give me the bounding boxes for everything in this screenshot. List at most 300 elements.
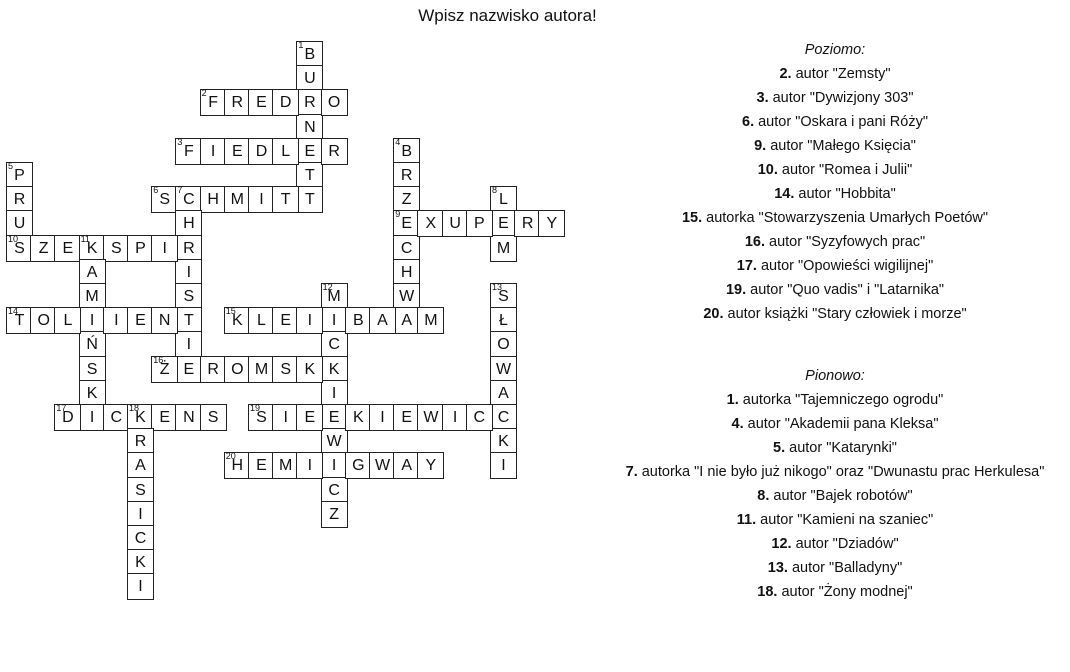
crossword-cell[interactable] xyxy=(175,138,202,165)
cell-letter: B xyxy=(352,312,364,330)
clue-item-text: autor "Dziadów" xyxy=(791,536,899,552)
clue-item xyxy=(600,412,1070,436)
crossword-cell[interactable] xyxy=(321,89,348,116)
cell-letter: G xyxy=(352,457,365,475)
clue-number: 5 xyxy=(8,161,14,171)
clue-item xyxy=(600,110,1070,134)
crossword-cell[interactable] xyxy=(296,138,323,165)
crossword-cell[interactable] xyxy=(272,186,299,213)
clue-item-number: 19. xyxy=(725,282,747,298)
clue-item-number: 6. xyxy=(742,114,755,130)
clue-item xyxy=(600,206,1070,230)
crossword-cell[interactable] xyxy=(248,452,275,479)
cell-letter: Z xyxy=(38,239,49,257)
crossword-cell[interactable] xyxy=(272,307,299,334)
cell-letter: I xyxy=(259,191,264,209)
cell-letter: Y xyxy=(546,215,558,233)
cell-letter: W xyxy=(399,288,415,305)
crossword-cell[interactable] xyxy=(538,210,565,237)
crossword-cell[interactable] xyxy=(490,235,517,262)
crossword-cell[interactable] xyxy=(296,162,323,189)
cell-letter: E xyxy=(183,360,195,378)
cell-letter: S xyxy=(498,288,509,305)
across-heading: Poziomo: xyxy=(804,42,866,58)
cell-letter: S xyxy=(183,288,195,305)
clue-item-text: autor "Balladyny" xyxy=(787,560,903,576)
crossword-cell[interactable] xyxy=(490,186,517,213)
cell-letter: K xyxy=(352,409,364,426)
crossword-cell[interactable] xyxy=(321,477,348,504)
clue-item-text: autor "Katarynki" xyxy=(785,440,897,456)
cell-letter: I xyxy=(89,409,95,426)
clue-item-number: 16. xyxy=(744,234,765,250)
crossword-cell[interactable] xyxy=(175,235,202,262)
crossword-cell[interactable] xyxy=(175,307,202,334)
crossword-cell[interactable] xyxy=(321,404,348,431)
clue-number: 6 xyxy=(153,185,159,196)
cell-letter: E xyxy=(135,312,146,330)
clue-number: 14 xyxy=(8,306,19,317)
crossword-cell[interactable] xyxy=(224,138,251,165)
clue-item xyxy=(600,86,1070,110)
cell-letter: A xyxy=(135,457,146,475)
clue-item-number: 15. xyxy=(681,210,703,226)
crossword-cell[interactable] xyxy=(442,404,469,431)
cell-letter: K xyxy=(86,239,98,257)
clue-number: 13 xyxy=(492,282,503,292)
cell-letter: U xyxy=(13,215,26,233)
cell-letter: M xyxy=(279,457,293,475)
cell-letter: F xyxy=(208,94,218,112)
down-heading: Pionowo: xyxy=(805,368,865,384)
crossword-cell[interactable] xyxy=(296,186,323,213)
crossword-cell[interactable] xyxy=(127,404,154,431)
cell-letter: C xyxy=(328,336,340,354)
cell-letter: S xyxy=(280,360,292,378)
cell-letter: M xyxy=(327,288,341,305)
crossword-cell[interactable] xyxy=(490,404,517,431)
cell-letter: D xyxy=(62,409,74,426)
cell-letter: K xyxy=(135,409,146,426)
cell-letter: D xyxy=(255,142,268,160)
crossword-cell[interactable] xyxy=(54,235,81,262)
cell-letter: I xyxy=(89,312,95,330)
cell-letter: I xyxy=(307,312,313,330)
cell-letter: I xyxy=(162,239,167,257)
crossword-cell[interactable] xyxy=(466,404,493,431)
cell-letter: Z xyxy=(329,505,339,523)
crossword-cell[interactable] xyxy=(103,404,130,431)
cell-letter: E xyxy=(256,457,267,475)
crossword-cell[interactable] xyxy=(369,307,396,334)
crossword-cell[interactable] xyxy=(127,501,154,528)
crossword-cell[interactable] xyxy=(490,428,517,455)
crossword-cell[interactable] xyxy=(321,452,348,479)
clue-item-number: 3. xyxy=(756,90,769,106)
clue-item-text: autor "Quo vadis" i "Latarnika" xyxy=(746,282,945,298)
crossword-cell[interactable] xyxy=(393,210,420,237)
crossword-cell[interactable] xyxy=(296,452,323,479)
cell-letter: E xyxy=(62,239,74,257)
clue-item-number: 7. xyxy=(625,464,638,480)
cell-letter: N xyxy=(304,118,316,136)
clue-item xyxy=(600,532,1070,556)
crossword-cell[interactable] xyxy=(127,235,154,262)
clue-number: 15 xyxy=(225,306,236,317)
cell-letter: I xyxy=(186,336,192,354)
crossword-cell[interactable] xyxy=(393,307,420,334)
crossword-cell[interactable] xyxy=(175,283,202,310)
crossword-cell[interactable] xyxy=(151,235,178,262)
cell-letter: I xyxy=(138,505,143,523)
cell-letter: I xyxy=(307,457,313,475)
clue-item xyxy=(600,302,1070,326)
cell-letter: H xyxy=(207,191,219,209)
cell-letter: K xyxy=(498,433,509,451)
crossword-cell[interactable] xyxy=(224,89,251,116)
crossword-cell[interactable] xyxy=(175,404,202,431)
cell-letter: Z xyxy=(401,191,412,209)
cell-letter: E xyxy=(256,94,267,112)
crossword-cell[interactable] xyxy=(393,259,420,286)
clues-panel xyxy=(600,38,1070,604)
cell-letter: C xyxy=(473,409,486,426)
cell-letter: M xyxy=(424,312,438,330)
crossword-cell[interactable] xyxy=(127,307,154,334)
clue-item-number: 18. xyxy=(757,584,778,600)
clue-item xyxy=(600,580,1070,604)
crossword-cell[interactable] xyxy=(248,404,275,431)
cell-letter: M xyxy=(85,288,99,305)
clue-number: 20 xyxy=(225,451,236,462)
crossword-cell[interactable] xyxy=(393,404,420,431)
crossword-cell[interactable] xyxy=(369,452,396,479)
cell-letter: K xyxy=(304,360,316,378)
crossword-cell[interactable] xyxy=(272,452,299,479)
cell-letter: H xyxy=(231,457,244,475)
cell-letter: E xyxy=(304,409,316,426)
crossword-cell[interactable] xyxy=(127,525,154,552)
crossword-cell[interactable] xyxy=(321,138,348,165)
clue-number: 4 xyxy=(395,136,401,147)
crossword-cell[interactable] xyxy=(417,452,444,479)
cell-letter: H xyxy=(400,263,413,281)
cell-letter: I xyxy=(283,409,288,426)
cell-letter: R xyxy=(328,142,340,160)
clue-number: 19 xyxy=(250,403,261,413)
clue-item-text: autor "Dywizjony 303" xyxy=(768,90,914,106)
cell-letter: C xyxy=(110,409,123,426)
crossword-cell[interactable] xyxy=(393,283,420,310)
clue-item-text: autorka "Tajemniczego ogrodu" xyxy=(738,392,944,408)
cell-letter: S xyxy=(207,409,219,426)
clue-item xyxy=(600,388,1070,412)
crossword-cell[interactable] xyxy=(393,138,420,165)
crossword-cell[interactable] xyxy=(79,380,106,407)
clue-item-text: autor "Oskara i pani Róży" xyxy=(754,114,928,130)
cell-letter: I xyxy=(138,578,143,596)
crossword-cell[interactable] xyxy=(200,138,227,165)
crossword-cell[interactable] xyxy=(490,210,517,237)
crossword-title: Wpisz nazwisko autora! xyxy=(418,6,597,25)
cell-letter: S xyxy=(159,191,171,209)
crossword-cell[interactable] xyxy=(151,404,178,431)
clue-number: 7 xyxy=(177,185,183,196)
crossword-cell[interactable] xyxy=(393,452,420,479)
cell-letter: M xyxy=(254,360,269,378)
crossword-cell[interactable] xyxy=(127,549,154,576)
clue-number: 10 xyxy=(8,233,19,244)
clue-item-number: 9. xyxy=(754,138,767,154)
cell-letter: T xyxy=(305,191,315,209)
cell-letter: E xyxy=(328,409,340,426)
cell-letter: Ż xyxy=(159,360,170,378)
clue-item-number: 4. xyxy=(731,416,744,432)
crossword-cell[interactable] xyxy=(151,307,178,334)
clue-item-text: autor "Akademii pana Kleksa" xyxy=(743,416,939,432)
cell-letter: P xyxy=(473,215,485,233)
crossword-cell[interactable] xyxy=(296,356,323,383)
crossword-cell[interactable] xyxy=(79,307,106,334)
cell-letter: C xyxy=(400,239,413,257)
cell-letter: C xyxy=(497,409,510,426)
crossword-cell[interactable] xyxy=(321,428,348,455)
crossword-cell[interactable] xyxy=(79,259,106,286)
crossword-cell[interactable] xyxy=(248,89,275,116)
crossword-cell[interactable] xyxy=(127,477,154,504)
cell-letter: R xyxy=(207,360,219,378)
crossword-cell[interactable] xyxy=(345,452,372,479)
crossword-cell[interactable] xyxy=(127,573,154,600)
cell-letter: E xyxy=(401,409,413,426)
cell-letter: U xyxy=(304,70,316,88)
crossword-cell[interactable] xyxy=(79,404,106,431)
crossword-cell[interactable] xyxy=(490,283,517,310)
clue-item-number: 17. xyxy=(736,258,757,274)
cell-letter: W xyxy=(423,409,439,426)
cell-letter: N xyxy=(158,312,171,330)
crossword-cell[interactable] xyxy=(490,307,517,334)
cell-letter: T xyxy=(280,191,291,209)
crossword-cell[interactable] xyxy=(151,356,178,383)
cell-letter: R xyxy=(400,167,413,184)
crossword-cell[interactable] xyxy=(30,307,57,334)
clue-item-number: 13. xyxy=(767,560,788,576)
cell-letter: E xyxy=(280,312,292,330)
crossword-cell[interactable] xyxy=(224,186,251,213)
cell-letter: R xyxy=(13,191,26,209)
cell-letter: Ł xyxy=(499,312,508,330)
crossword-cell[interactable] xyxy=(200,89,227,116)
cell-letter: R xyxy=(521,215,534,233)
cell-letter: O xyxy=(327,94,341,112)
across-clue-list xyxy=(600,62,1070,326)
cell-letter: L xyxy=(257,312,266,330)
crossword-cell[interactable] xyxy=(296,307,323,334)
crossword-cell[interactable] xyxy=(54,307,81,334)
cell-letter: M xyxy=(496,239,511,257)
cell-letter: R xyxy=(231,94,244,112)
cell-letter: A xyxy=(401,312,413,330)
clue-number: 2 xyxy=(201,88,207,99)
crossword-cell[interactable] xyxy=(321,501,348,528)
crossword-cell[interactable] xyxy=(79,283,106,310)
clue-item xyxy=(600,230,1070,254)
crossword-cell[interactable] xyxy=(175,186,202,213)
clue-item-number: 5. xyxy=(773,440,786,456)
crossword-cell[interactable] xyxy=(200,404,227,431)
crossword-cell[interactable] xyxy=(442,210,469,237)
cell-letter: I xyxy=(114,312,119,330)
crossword-cell[interactable] xyxy=(296,41,323,68)
crossword-cell[interactable] xyxy=(54,404,81,431)
clue-item xyxy=(600,62,1070,86)
crossword-cell[interactable] xyxy=(6,307,33,334)
clue-item xyxy=(600,508,1070,532)
crossword-cell[interactable] xyxy=(321,331,348,358)
crossword-cell[interactable] xyxy=(30,235,57,262)
cell-letter: S xyxy=(135,481,146,499)
cell-letter: S xyxy=(14,239,25,257)
crossword-cell[interactable] xyxy=(79,331,106,358)
crossword-cell[interactable] xyxy=(296,65,323,92)
clue-item-text: autor "Kamieni na szaniec" xyxy=(756,512,934,528)
cell-letter: I xyxy=(186,263,192,281)
cell-letter: C xyxy=(328,481,340,499)
crossword-cell[interactable] xyxy=(345,404,372,431)
crossword-cell[interactable] xyxy=(417,404,444,431)
crossword-cell[interactable] xyxy=(393,235,420,262)
cell-letter: T xyxy=(14,312,25,330)
clue-item-number: 11. xyxy=(736,512,757,528)
cell-letter: E xyxy=(231,142,243,160)
clue-number: 1 xyxy=(298,40,304,50)
clue-item-text: autor "Opowieści wigilijnej" xyxy=(756,258,934,274)
cell-letter: I xyxy=(452,409,458,426)
crossword-cell[interactable] xyxy=(321,283,348,310)
clue-number: 18 xyxy=(129,403,140,413)
cell-letter: T xyxy=(184,312,194,330)
crossword-cell[interactable] xyxy=(175,331,202,358)
crossword-cell[interactable] xyxy=(175,210,202,237)
crossword-cell[interactable] xyxy=(369,404,396,431)
cell-letter: D xyxy=(279,94,292,112)
crossword-cell[interactable] xyxy=(345,307,372,334)
cell-letter: R xyxy=(134,433,147,451)
cell-letter: P xyxy=(135,239,146,257)
clue-item xyxy=(600,278,1070,302)
crossword-cell[interactable] xyxy=(200,356,227,383)
crossword-cell[interactable] xyxy=(417,210,444,237)
crossword-cell[interactable] xyxy=(514,210,541,237)
cell-letter: S xyxy=(110,239,122,257)
clue-item-text: autor "Bajek robotów" xyxy=(769,488,913,504)
clue-item-text: autorka "I nie było już nikogo" oraz "Dwunastu prac Herkulesa" xyxy=(637,464,1045,480)
crossword-cell[interactable] xyxy=(321,380,348,407)
crossword-cell[interactable] xyxy=(248,307,275,334)
cell-letter: R xyxy=(304,94,316,112)
cell-letter: O xyxy=(37,312,50,330)
clue-number: 3 xyxy=(177,136,183,147)
crossword-cell[interactable] xyxy=(151,186,178,213)
crossword-cell[interactable] xyxy=(224,452,251,479)
cell-letter: N xyxy=(183,409,195,426)
crossword-cell[interactable] xyxy=(393,162,420,189)
crossword-cell[interactable] xyxy=(248,186,275,213)
clue-item xyxy=(600,436,1070,460)
cell-letter: I xyxy=(331,312,337,330)
crossword-cell[interactable] xyxy=(466,210,493,237)
crossword-cell[interactable] xyxy=(224,356,251,383)
crossword-cell[interactable] xyxy=(175,259,202,286)
crossword-cell[interactable] xyxy=(248,138,275,165)
clue-item-text: autor "Romea i Julii" xyxy=(777,162,913,178)
cell-letter: I xyxy=(331,457,337,475)
crossword-cell[interactable] xyxy=(127,452,154,479)
crossword-cell[interactable] xyxy=(79,356,106,383)
crossword-cell[interactable] xyxy=(103,235,130,262)
cell-letter: Y xyxy=(425,457,437,475)
clue-item xyxy=(600,254,1070,278)
crossword-cell[interactable] xyxy=(6,162,33,189)
crossword-cell[interactable] xyxy=(272,404,299,431)
cell-letter: W xyxy=(326,433,342,451)
crossword-cell[interactable] xyxy=(272,356,299,383)
crossword-cell[interactable] xyxy=(175,356,202,383)
crossword-cell[interactable] xyxy=(6,186,33,213)
crossword-cell[interactable] xyxy=(490,452,517,479)
crossword-cell[interactable] xyxy=(321,307,348,334)
cell-letter: I xyxy=(331,384,337,402)
clue-item-text: autor "Małego Księcia" xyxy=(766,138,916,154)
clue-item-text: autorka "Stowarzyszenia Umarłych Poetów" xyxy=(702,210,989,226)
crossword-cell[interactable] xyxy=(296,89,323,116)
cell-letter: E xyxy=(401,215,413,233)
clue-item-number: 12. xyxy=(771,536,792,552)
crossword-cell[interactable] xyxy=(6,235,33,262)
cell-letter: L xyxy=(63,312,73,330)
clue-item xyxy=(600,158,1070,182)
cell-letter: I xyxy=(501,457,506,475)
crossword-cell[interactable] xyxy=(127,428,154,455)
cell-letter: E xyxy=(304,142,316,160)
crossword-cell[interactable] xyxy=(417,307,444,334)
cell-letter: E xyxy=(159,409,171,426)
crossword-cell[interactable] xyxy=(272,138,299,165)
crossword-cell[interactable] xyxy=(272,89,299,116)
clue-number: 12 xyxy=(322,282,333,292)
crossword-cell[interactable] xyxy=(200,186,227,213)
clue-item xyxy=(600,134,1070,158)
crossword-cell[interactable] xyxy=(490,380,517,407)
crossword-cell[interactable] xyxy=(224,307,251,334)
cell-letter: C xyxy=(183,191,195,209)
crossword-cell[interactable] xyxy=(296,404,323,431)
clue-number: 11 xyxy=(80,233,90,244)
crossword-cell[interactable] xyxy=(490,356,517,383)
crossword-cell[interactable] xyxy=(490,331,517,358)
crossword-cell[interactable] xyxy=(248,356,275,383)
cell-letter: S xyxy=(256,409,267,426)
crossword-cell[interactable] xyxy=(103,307,130,334)
cell-letter: K xyxy=(328,360,340,378)
clue-item-text: autor "Hobbita" xyxy=(794,186,896,202)
crossword-cell[interactable] xyxy=(321,356,348,383)
crossword-cell[interactable] xyxy=(79,235,106,262)
clue-number: 17 xyxy=(56,403,67,413)
cell-letter: C xyxy=(134,530,147,547)
crossword-cell[interactable] xyxy=(296,114,323,141)
